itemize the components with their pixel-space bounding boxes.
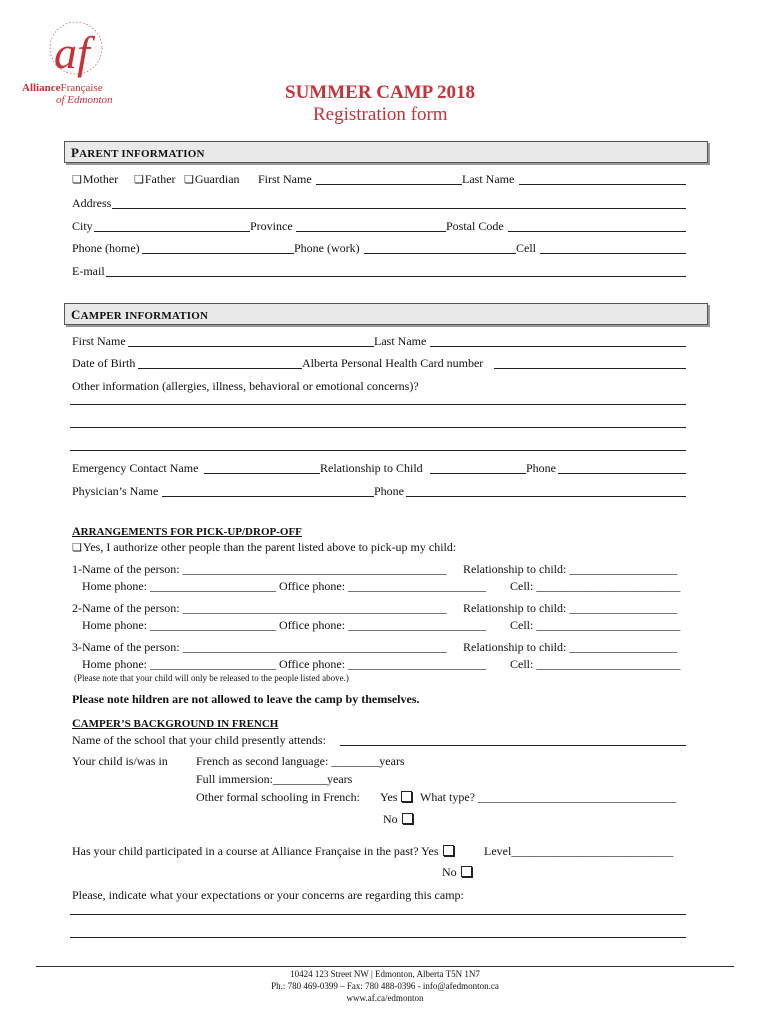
person-3-phones[interactable]: Home phone: _____________________ Office phone: _______________________ — [82, 657, 487, 671]
other-info-line-1[interactable] — [70, 404, 686, 405]
camper-section-header: CAMPER INFORMATION — [64, 303, 708, 325]
person-1-name[interactable]: 1-Name of the person: ____________________________________________ — [72, 562, 447, 576]
dob-field[interactable] — [138, 368, 302, 369]
person-2-relationship[interactable]: Relationship to child: __________________ — [463, 601, 678, 615]
dob-label: Date of Birth — [72, 356, 136, 370]
alliance-francaise-logo — [22, 18, 142, 108]
phone-work-label: Phone (work) — [294, 241, 360, 255]
emergency-phone-field[interactable] — [558, 473, 686, 474]
camper-first-name-label: First Name — [72, 334, 126, 348]
address-field[interactable] — [112, 208, 686, 209]
emergency-phone-label: Phone — [526, 461, 556, 475]
person-1-phones[interactable]: Home phone: _____________________ Office phone: _______________________ — [82, 579, 487, 593]
footer-contact: Ph.: 780 469-0399 – Fax: 780 488-0396 - info@afedmonton.ca — [271, 981, 499, 991]
physician-label: Physician’s Name — [72, 484, 159, 498]
relationship-field[interactable] — [430, 473, 526, 474]
person-3-cell[interactable]: Cell: ________________________ — [510, 657, 681, 671]
person-2-name[interactable]: 2-Name of the person: ____________________________________________ — [72, 601, 447, 615]
participated-no[interactable]: No — [442, 865, 472, 880]
footer-divider — [36, 966, 734, 967]
cell-label: Cell — [516, 241, 536, 255]
relationship-label: Relationship to Child — [320, 461, 423, 475]
person-2-cell[interactable]: Cell: ________________________ — [510, 618, 681, 632]
yes-checkbox[interactable] — [401, 791, 412, 802]
person-2-phones[interactable]: Home phone: _____________________ Office phone: _______________________ — [82, 618, 487, 632]
physician-phone-field[interactable] — [406, 496, 686, 497]
physician-phone-label: Phone — [374, 484, 404, 498]
full-immersion[interactable]: Full immersion:_________years — [196, 772, 353, 786]
what-type-field[interactable]: What type? _________________________________ — [420, 790, 676, 804]
authorize-checkbox[interactable]: ❏ Yes, I authorize other people than the parent listed above to pick-up my child: — [72, 540, 456, 555]
health-card-label: Alberta Personal Health Card number — [302, 356, 484, 370]
person-3-name[interactable]: 3-Name of the person: ____________________________________________ — [72, 640, 447, 654]
mother-checkbox[interactable]: ❏ Mother — [72, 172, 118, 187]
city-field[interactable] — [94, 231, 250, 232]
participated-yes-checkbox[interactable] — [443, 845, 454, 856]
pickup-note: (Please note that your child will only be released to the people listed above.) — [74, 673, 349, 683]
email-field[interactable] — [106, 276, 686, 277]
footer-address: 10424 123 Street NW | Edmonton, Alberta T5N 1N7 — [290, 969, 480, 979]
postal-code-field[interactable] — [508, 231, 686, 232]
expectations-label: Please, indicate what your expectations or your concerns are regarding this camp: — [72, 888, 464, 902]
french-second-language[interactable]: French as second language: ________years — [196, 754, 405, 768]
school-label: Name of the school that your child presently attends: — [72, 733, 326, 747]
phone-home-field[interactable] — [142, 253, 294, 254]
other-info-line-2[interactable] — [70, 427, 686, 428]
parent-first-name-field[interactable] — [316, 184, 462, 185]
parent-first-name-label: First Name — [258, 172, 312, 186]
parent-section-header: PARENT INFORMATION — [64, 141, 708, 163]
parent-last-name-field[interactable] — [519, 184, 686, 185]
city-label: City — [72, 219, 93, 233]
no-checkbox[interactable] — [402, 813, 413, 824]
logo-name: AllianceFrançaise — [22, 82, 103, 94]
logo-city: of Edmonton — [56, 94, 113, 106]
other-formal-label: Other formal schooling in French: — [196, 790, 360, 804]
camper-last-name-label: Last Name — [374, 334, 427, 348]
logo-monogram: af — [54, 27, 90, 78]
child-is-label: Your child is/was in — [72, 754, 168, 768]
page-subtitle: Registration form — [313, 104, 448, 125]
footer-website[interactable]: www.af.ca/edmonton — [346, 993, 424, 1003]
pickup-heading: ARRANGEMENTS FOR PICK-UP/DROP-OFF — [72, 524, 302, 538]
camper-first-name-field[interactable] — [128, 346, 374, 347]
pickup-warning: Please note hildren are not allowed to leave the camp by themselves. — [72, 692, 420, 706]
expectations-line-2[interactable] — [70, 937, 686, 938]
level-field[interactable]: Level___________________________ — [484, 844, 674, 858]
emergency-contact-label: Emergency Contact Name — [72, 461, 199, 475]
participated-question: Has your child participated in a course at Alliance Française in the past? Yes — [72, 844, 454, 859]
postal-code-label: Postal Code — [446, 219, 504, 233]
province-field[interactable] — [296, 231, 446, 232]
other-formal-no[interactable]: No — [383, 812, 413, 827]
email-label: E-mail — [72, 264, 105, 278]
person-3-relationship[interactable]: Relationship to child: __________________ — [463, 640, 678, 654]
page-title: SUMMER CAMP 2018 — [285, 82, 475, 103]
phone-work-field[interactable] — [364, 253, 516, 254]
province-label: Province — [250, 219, 293, 233]
person-1-cell[interactable]: Cell: ________________________ — [510, 579, 681, 593]
guardian-checkbox[interactable]: ❏ Guardian — [184, 172, 240, 187]
cell-field[interactable] — [540, 253, 686, 254]
expectations-line-1[interactable] — [70, 914, 686, 915]
phone-home-label: Phone (home) — [72, 241, 140, 255]
participated-no-checkbox[interactable] — [461, 866, 472, 877]
parent-last-name-label: Last Name — [462, 172, 515, 186]
health-card-field[interactable] — [494, 368, 686, 369]
father-checkbox[interactable]: ❏ Father — [134, 172, 176, 187]
other-info-label: Other information (allergies, illness, behavioral or emotional concerns)? — [72, 379, 419, 393]
emergency-contact-field[interactable] — [204, 473, 320, 474]
physician-field[interactable] — [162, 496, 374, 497]
camper-last-name-field[interactable] — [430, 346, 686, 347]
person-1-relationship[interactable]: Relationship to child: __________________ — [463, 562, 678, 576]
background-heading: CAMPER’S BACKGROUND IN FRENCH — [72, 716, 279, 730]
other-info-line-3[interactable] — [70, 450, 686, 451]
address-label: Address — [72, 196, 112, 210]
other-formal-yes[interactable]: Yes — [380, 790, 412, 805]
school-field[interactable] — [340, 745, 686, 746]
